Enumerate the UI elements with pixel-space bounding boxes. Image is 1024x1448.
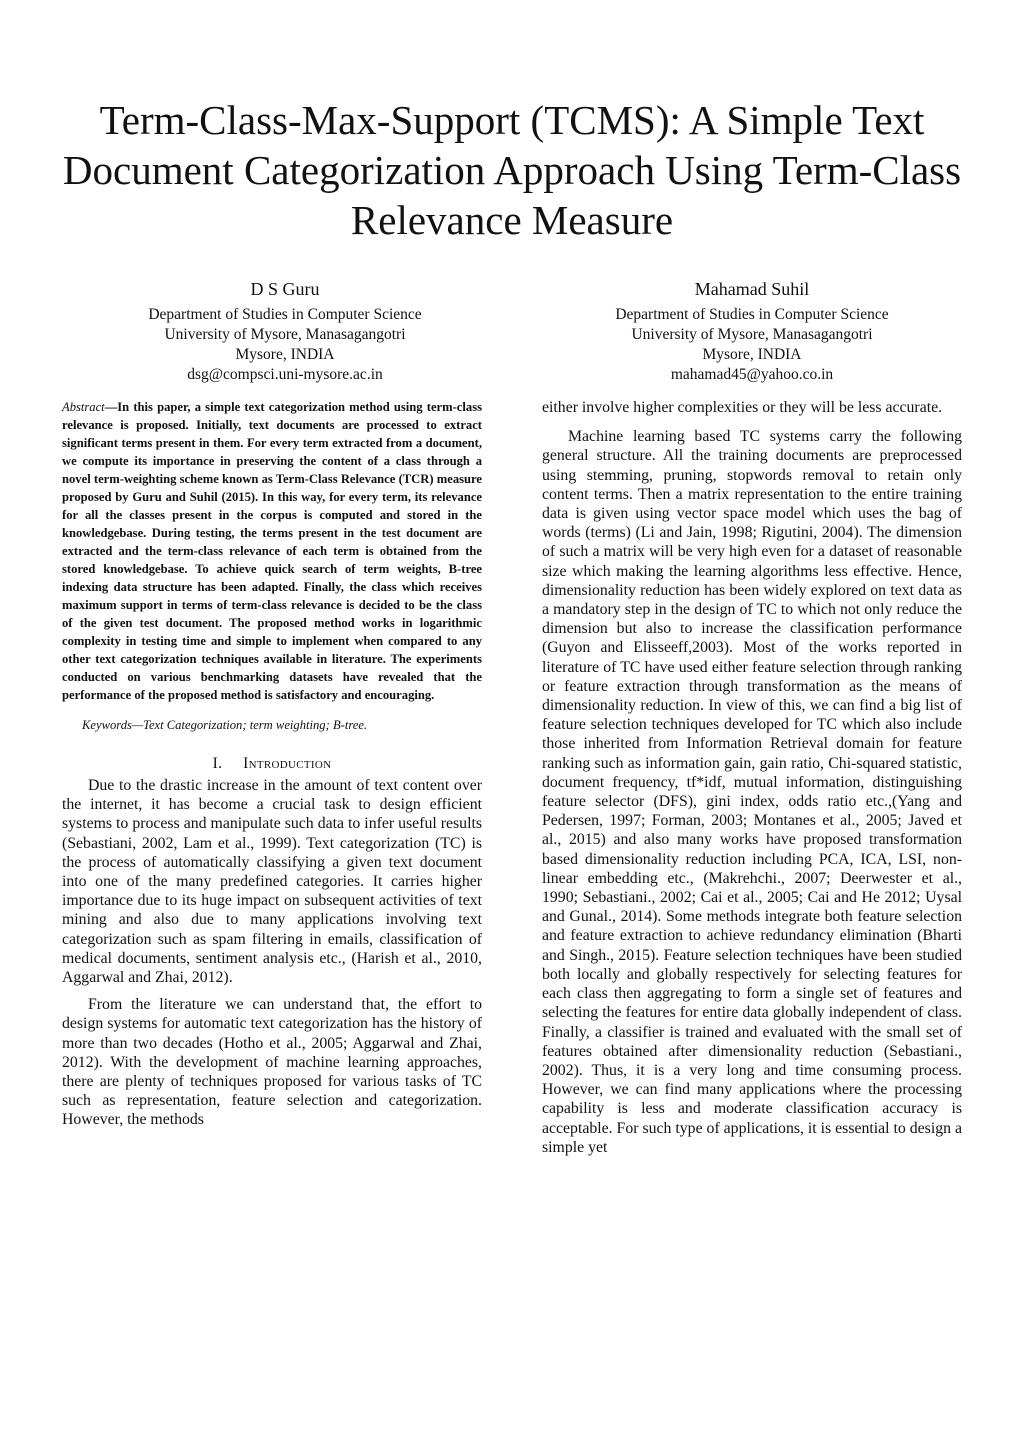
author-name: Mahamad Suhil: [694, 279, 810, 299]
left-column: [62, 398, 482, 1130]
author-email: mahamad45@yahoo.co.in: [670, 366, 834, 383]
author-university: University of Mysore, Manasagangotri: [164, 326, 406, 343]
abstract-label: Abstract: [62, 400, 105, 414]
continued-paragraph: either involve higher complexities or they will be less accurate.: [542, 399, 943, 416]
abstract-text: —In this paper, a simple text categorization method using term-class relevance is proposed. Initially, text documents are processed to extract significant terms present in them. For every term extracted from a document, we compute its importance in preserving the content of a class through a novel term-weighting scheme known as Term-Class Relevance (TCR) measure proposed by Guru and Suhil (2015). In this way, for every term, its relevance for all the classes present in the corpus is computed and stored in the knowledgebase. During testing, the terms present in the test document are extracted and the term-class relevance of each term is obtained from the stored knowledgebase. To achieve quick search of term weights, B-tree indexing data structure has been adapted. Finally, the class which receives maximum support in terms of term-class relevance is decided to be the class of the given test document. The proposed method works in logarithmic complexity in testing time and simple to implement when compared to any other text categorization techniques available in literature. The experiments conducted on various benchmarking datasets have revealed that the performance of the proposed method is satisfactory and encouraging.: [62, 400, 482, 702]
right-column: [542, 398, 962, 1157]
author-location: Mysore, INDIA: [235, 346, 335, 363]
paper-title: Term-Class-Max-Support (TCMS): A Simple Text Document Categorization Approach Using Term-Class Relevance Measure: [62, 97, 962, 243]
section-title: Introduction: [243, 755, 332, 772]
intro-paragraph-2: From the literature we can understand that, the effort to design systems for automatic text categorization has the history of more than two decades (Hotho et al., 2005; Aggarwal and Zhai, 2012). With the development of machine learning approaches, there are plenty of techniques proposed for various tasks of TC such as representation, feature selection and categorization. However, the methods: [62, 996, 482, 1129]
author-name: D S Guru: [250, 279, 320, 299]
author-block-1: [75, 277, 495, 385]
author-department: Department of Studies in Computer Science: [615, 306, 889, 323]
ml-paragraph: Machine learning based TC systems carry the following general structure. All the training documents are preprocessed using stemming, pruning, stopwords removal to retain only content terms. Then a matrix representation to the entire training data is given using vector space model which uses the bag of words (terms) (Li and Jain, 1998; Rigutini, 2004). The dimension of such a matrix will be very high even for a dataset of reasonable size which making the learning algorithms less effective. Hence, dimensionality reduction has been widely explored on text data as a mandatory step in the design of TC to which not only reduce the dimension but also to increase the classification performance (Guyon and Elisseeff,2003). Most of the works reported in literature of TC have used either feature selection through ranking or feature extraction through transformation as the means of dimensionality reduction. In view of this, we can find a big list of feature selection techniques developed for TC which also include those inherited from Information Retrieval domain for feature ranking such as information gain, gain ratio, Chi-squared statistic, document frequency, tf*idf, mutual information, distinguishing feature selector (DFS), gini index, odds ratio etc.,(Yang and Pedersen, 1997; Forman, 2003; Montanes et al., 2005; Javed et al., 2015) and also many works have proposed transformation based dimensionality reduction including PCA, ICA, LSI, non-linear embedding etc., (Makrehchi., 2007; Deerwester et al., 1990; Sebastiani., 2002; Cai et al., 2005; Cai and He 2012; Uysal and Gunal., 2014). Some methods integrate both feature selection and feature extraction to achieve redundancy elimination (Bharti and Singh., 2015). Feature selection techniques have been studied both locally and globally respectively for selecting features for each class then aggregating to form a single set of features and selecting the features for entire data globally independent of class. Finally, a classifier is trained and evaluated with the small set of features obtained after dimensionality reduction (Sebastiani., 2002). Thus, it is a very long and time consuming process. However, we can find many applications where the processing capability is less and moderate classification accuracy is acceptable. For such type of applications, it is essential to design a simple yet: [542, 428, 962, 1156]
author-department: Department of Studies in Computer Science: [148, 306, 422, 323]
section-number: I.: [212, 755, 223, 772]
author-university: University of Mysore, Manasagangotri: [631, 326, 873, 343]
keywords: Keywords—Text Categorization; term weighting; B-tree.: [82, 718, 368, 732]
author-email: dsg@compsci.uni-mysore.ac.in: [187, 366, 383, 383]
author-block-2: [542, 277, 962, 385]
abstract: [62, 398, 482, 704]
author-location: Mysore, INDIA: [702, 346, 802, 363]
intro-paragraph-1: Due to the drastic increase in the amount of text content over the internet, it has become a crucial task to design efficient systems to process and manipulate such data to infer useful results (Sebastiani, 2002, Lam et al., 1999). Text categorization (TC) is the process of automatically classifying a given text document into one of the many predefined categories. It carries higher importance due to its huge impact on subsequent activities of text mining and also due to many applications involving text categorization such as spam filtering in emails, classification of medical documents, sentiment analysis etc., (Harish et al., 2010, Aggarwal and Zhai, 2012).: [62, 777, 482, 987]
section-heading: [62, 754, 482, 774]
